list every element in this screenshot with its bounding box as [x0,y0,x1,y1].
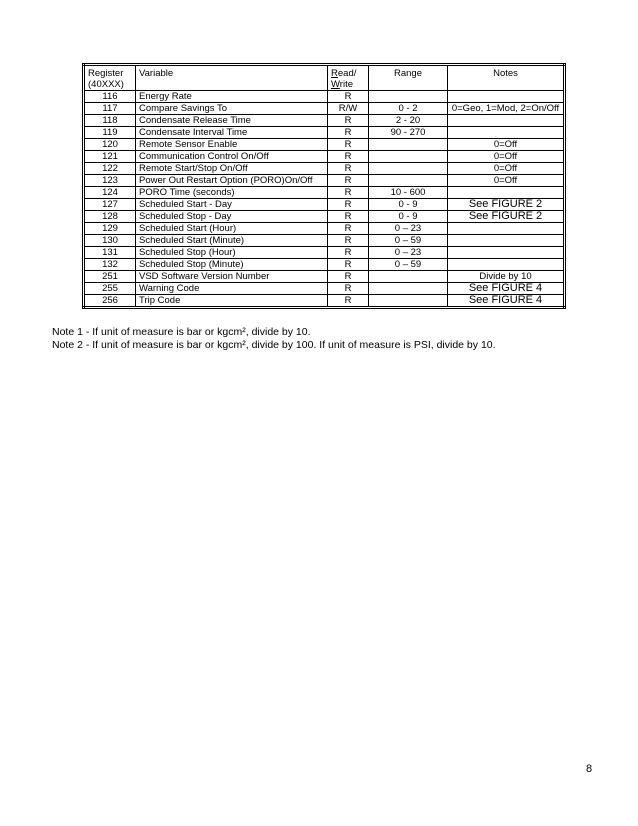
cell-range [369,151,448,163]
cell-register: 127 [84,199,136,211]
cell-read-write: R [328,163,369,175]
table-row [84,211,565,223]
cell-range: 0 - 2 [369,103,448,115]
cell-register: 124 [84,187,136,199]
cell-read-write: R [328,127,369,139]
cell-read-write: R [328,151,369,163]
cell-range [369,139,448,151]
footnote-2: Note 2 - If unit of measure is bar or kgcm², divide by 100. If unit of measure is PSI, divide by 10. [52,339,496,351]
cell-range [369,91,448,103]
cell-register: 129 [84,223,136,235]
cell-read-write: R [328,283,369,295]
cell-notes [448,91,565,103]
cell-register: 256 [84,295,136,308]
cell-read-write: R [328,187,369,199]
cell-register: 128 [84,211,136,223]
cell-register: 123 [84,175,136,187]
table-row [84,187,565,199]
header-notes: Notes [448,65,565,91]
cell-variable: Scheduled Start (Hour) [136,223,328,235]
cell-register: 132 [84,259,136,271]
cell-register: 131 [84,247,136,259]
header-range: Range [369,65,448,91]
header-register-line-2: (40XXX) [88,79,124,90]
cell-read-write: R [328,223,369,235]
cell-read-write: R [328,91,369,103]
cell-notes [448,223,565,235]
cell-notes: See FIGURE 4 [448,295,565,308]
cell-notes: See FIGURE 4 [448,283,565,295]
cell-register: 120 [84,139,136,151]
header-variable: Variable [136,65,328,91]
cell-range: 0 – 59 [369,259,448,271]
header-write-line: Write [331,79,353,90]
cell-variable: PORO Time (seconds) [136,187,328,199]
cell-range: 90 - 270 [369,127,448,139]
header-register [84,65,136,91]
table-row [84,271,565,283]
table-row [84,175,565,187]
register-table [82,63,566,309]
cell-notes: See FIGURE 2 [448,199,565,211]
cell-register: 130 [84,235,136,247]
cell-range [369,295,448,308]
cell-range: 0 – 23 [369,223,448,235]
table-header-row [84,65,565,91]
cell-range: 0 – 23 [369,247,448,259]
cell-read-write: R [328,259,369,271]
cell-notes: 0=Off [448,163,565,175]
cell-read-write: R [328,247,369,259]
cell-notes [448,187,565,199]
cell-register: 255 [84,283,136,295]
table-row [84,295,565,308]
cell-variable: Communication Control On/Off [136,151,328,163]
cell-variable: Scheduled Stop (Minute) [136,259,328,271]
cell-notes [448,259,565,271]
cell-range: 0 - 9 [369,211,448,223]
cell-register: 121 [84,151,136,163]
table-row [84,91,565,103]
cell-variable: Condensate Release Time [136,115,328,127]
cell-range: 2 - 20 [369,115,448,127]
table-row [84,259,565,271]
cell-range: 10 - 600 [369,187,448,199]
table-row [84,103,565,115]
cell-read-write: R [328,199,369,211]
cell-notes: 0=Off [448,175,565,187]
header-read-line: Read/ [331,68,357,79]
cell-range: 0 – 59 [369,235,448,247]
cell-notes [448,247,565,259]
table-row [84,199,565,211]
cell-read-write: R [328,211,369,223]
table-row [84,283,565,295]
cell-read-write: R [328,235,369,247]
cell-read-write: R [328,271,369,283]
cell-register: 119 [84,127,136,139]
header-read-write [328,65,369,91]
cell-notes: 0=Geo, 1=Mod, 2=On/Off [448,103,565,115]
cell-register: 116 [84,91,136,103]
cell-variable: Scheduled Start - Day [136,199,328,211]
cell-notes: Divide by 10 [448,271,565,283]
cell-read-write: R [328,175,369,187]
footnotes [52,326,612,352]
footnote-1: Note 1 - If unit of measure is bar or kgcm², divide by 10. [52,326,311,338]
cell-variable: Scheduled Stop (Hour) [136,247,328,259]
table-row [84,151,565,163]
cell-register: 117 [84,103,136,115]
cell-notes: 0=Off [448,139,565,151]
cell-range [369,271,448,283]
table-row [84,235,565,247]
cell-notes [448,235,565,247]
cell-read-write: R [328,139,369,151]
cell-variable: VSD Software Version Number [136,271,328,283]
cell-range [369,283,448,295]
table-row [84,223,565,235]
cell-variable: Remote Sensor Enable [136,139,328,151]
cell-notes [448,127,565,139]
cell-register: 118 [84,115,136,127]
cell-variable: Scheduled Stop - Day [136,211,328,223]
cell-variable: Remote Start/Stop On/Off [136,163,328,175]
table-body [84,91,565,308]
cell-read-write: R [328,115,369,127]
table-row [84,127,565,139]
cell-register: 251 [84,271,136,283]
table-row [84,247,565,259]
cell-notes: 0=Off [448,151,565,163]
cell-variable: Energy Rate [136,91,328,103]
cell-register: 122 [84,163,136,175]
cell-read-write: R [328,295,369,308]
cell-read-write: R/W [328,103,369,115]
cell-variable: Scheduled Start (Minute) [136,235,328,247]
cell-variable: Trip Code [136,295,328,308]
cell-variable: Warning Code [136,283,328,295]
table-row [84,139,565,151]
cell-variable: Condensate Interval Time [136,127,328,139]
cell-range [369,163,448,175]
header-register-line-1: Register [88,68,124,79]
cell-notes: See FIGURE 2 [448,211,565,223]
cell-variable: Power Out Restart Option (PORO)On/Off [136,175,328,187]
table-row [84,163,565,175]
cell-variable: Compare Savings To [136,103,328,115]
table-row [84,115,565,127]
cell-notes [448,115,565,127]
cell-range [369,175,448,187]
page-number: 8 [586,763,593,775]
cell-range: 0 - 9 [369,199,448,211]
